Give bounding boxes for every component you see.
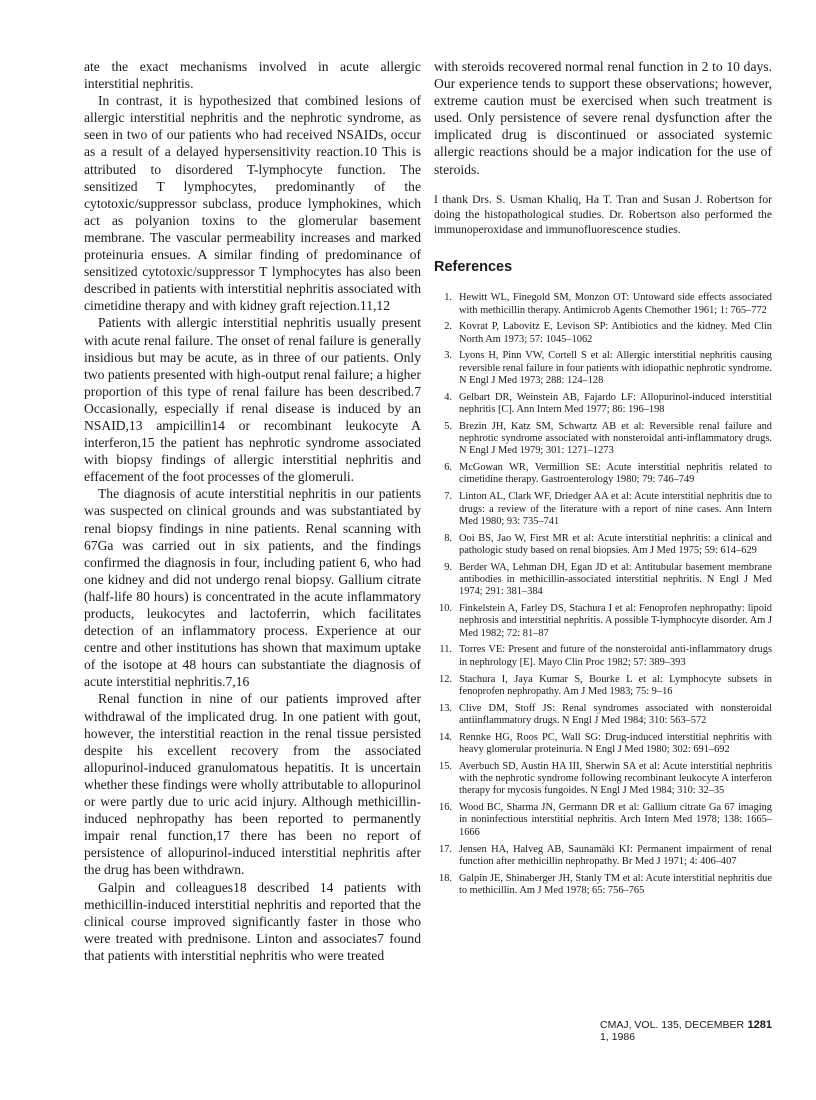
body-paragraph: Renal function in nine of our patients improved after withdrawal of the implicated drug. In one patient with gout, however, the interstitial reaction in the renal tissue persisted despite his excellent recovery from the associated allopurinol-induced granulomatous hepatitis. It is uncertain whether these findings were wholly attributable to allopurinol or were partly due to uric acid injury. Although methicillin-induced nephropathy has been reported to permanently impair renal function,17 there has been no report of persistence of allopurinol-induced interstitial nephritis after the drug has been withdrawn.: [84, 691, 421, 878]
reference-number: 12.: [439, 673, 452, 685]
reference-text: Clive DM, Stoff JS: Renal syndromes associated with nonsteroidal antiinflammatory drugs. N Engl J Med 1984; 310: 563–572: [459, 702, 772, 726]
reference-text: Torres VE: Present and future of the nonsteroidal anti-inflammatory drugs in nephrology [E]. Mayo Clin Proc 1982; 57: 389–393: [459, 644, 772, 668]
reference-number: 8.: [444, 532, 452, 544]
reference-item: [434, 491, 772, 528]
reference-item: [434, 562, 772, 599]
reference-text: Galpin JE, Shinaberger JH, Stanly TM et al: Acute interstitial nephritis due to methicillin. Am J Med 1978; 65: 756–765: [459, 872, 772, 896]
references-heading: References: [434, 259, 513, 276]
reference-item: [434, 844, 772, 869]
reference-text: McGowan WR, Vermillion SE: Acute interstitial nephritis related to cimetidine therapy. Gastroenterology 1980; 79: 746–749: [459, 462, 772, 486]
reference-item: [434, 802, 772, 839]
reference-text: Gelbart DR, Weinstein AB, Fajardo LF: Allopurinol-induced interstitial nephritis [C]. Ann Intern Med 1977; 86: 196–198: [459, 391, 772, 416]
body-paragraph: ate the exact mechanisms involved in acute allergic interstitial nephritis.: [84, 59, 421, 92]
left-column: [84, 58, 421, 964]
reference-number: 13.: [439, 702, 452, 714]
body-paragraph-continuation: with steroids recovered normal renal function in 2 to 10 days. Our experience tends to support these observations; however, extreme caution must be exercised when such treatment is used. Only persistence of severe renal dysfunction after the implicated drug is discontinued or associated systemic allergic reactions should be a major indication for the use of steroids.: [434, 59, 772, 177]
reference-text: Stachura I, Jaya Kumar S, Bourke L et al: Lymphocyte subsets in fenoprofen nephropathy. Am J Med 1983; 75: 9–16: [459, 673, 772, 697]
page-footer: [600, 1019, 772, 1043]
reference-number: 4.: [444, 391, 452, 403]
reference-text: Jensen HA, Halveg AB, Saunamäki KI: Permanent impairment of renal function after methicillin nephropathy. Br Med J 1971; 4: 406–407: [459, 843, 772, 867]
acknowledgement: I thank Drs. S. Usman Khaliq, Ha T. Tran and Susan J. Robertson for doing the histopathological studies. Dr. Robertson also performed the immunoperoxidase and immunofluorescence studies.: [434, 192, 772, 237]
reference-text: Linton AL, Clark WF, Driedger AA et al: Acute interstitial nephritis due to drugs: a review of the literature with a report of nine cases. Ann Intern Med 1980; 93: 735–741: [459, 491, 772, 527]
right-column: [434, 58, 772, 902]
page-number: 1281: [747, 1019, 772, 1031]
reference-number: 18.: [439, 872, 452, 884]
reference-text: Lyons H, Pinn VW, Cortell S et al: Allergic interstitial nephritis causing reversible renal failure in four patients with idiopathic nephrotic syndrome. N Engl J Med 1973; 288: 124–128: [459, 350, 772, 386]
reference-item: [434, 674, 772, 699]
reference-text: Ooi BS, Jao W, First MR et al: Acute interstitial nephritis: a clinical and pathologic study based on renal biopsies. Am J Med 1975; 59: 614–629: [459, 532, 772, 556]
reference-number: 10.: [439, 603, 452, 615]
reference-item: [434, 321, 772, 346]
reference-item: [434, 421, 772, 458]
reference-number: 6.: [444, 462, 452, 474]
reference-item: [434, 292, 772, 317]
reference-text: Averbuch SD, Austin HA III, Sherwin SA et al: Acute interstitial nephritis with the nephrotic syndrome following recombinant leukocyte A interferon therapy for mycosis fungoides. N Engl J Med 1984; 310: 32–35: [459, 760, 772, 797]
body-paragraph: Galpin and colleagues18 described 14 patients with methicillin-induced interstitial nephritis and reported that the clinical course improved significantly faster in those who were treated with prednisone. Linton and associates7 found that patients with interstitial nephritis who were treated: [84, 879, 421, 963]
reference-item: [434, 350, 772, 387]
reference-text: Rennke HG, Roos PC, Wall SG: Drug-induced interstitial nephritis with heavy glomerular proteinuria. N Engl J Med 1980; 302: 691–692: [459, 731, 772, 755]
reference-item: [434, 703, 772, 728]
reference-number: 1.: [444, 292, 452, 304]
reference-item: [434, 603, 772, 640]
reference-item: [434, 644, 772, 669]
reference-number: 16.: [439, 802, 452, 814]
reference-text: Kovrat P, Labovitz E, Levison SP: Antibiotics and the kidney. Med Clin North Am 1973; 57: 1045–1062: [459, 321, 772, 345]
reference-number: 14.: [439, 731, 452, 743]
reference-item: [434, 761, 772, 798]
reference-number: 9.: [444, 561, 452, 573]
journal-citation: CMAJ, VOL. 135, DECEMBER 1, 1986: [600, 1019, 745, 1043]
reference-number: 11.: [439, 644, 452, 656]
references-list: [434, 292, 772, 897]
reference-item: [434, 873, 772, 898]
reference-text: Hewitt WL, Finegold SM, Monzon OT: Untoward side effects associated with methicillin therapy. Antimicrob Agents Chemother 1961; 1: 765–772: [459, 292, 772, 316]
reference-text: Brezin JH, Katz SM, Schwartz AB et al: Reversible renal failure and nephrotic syndrome associated with nonsteroidal anti-inflammatory drugs. N Engl J Med 1979; 301: 1271–1273: [459, 420, 772, 457]
reference-item: [434, 732, 772, 757]
body-paragraph: Patients with allergic interstitial nephritis usually present with acute renal failure. The onset of renal failure is generally insidious but may be acute, as in three of our patients. Only two patients presented with high-output renal failure; a higher proportion of this type of renal failure has been described.7 Occasionally, especially if renal disease is induced by an NSAID,13 ampicillin14 or recombinant leukocyte A interferon,15 the patient has nephrotic syndrome associated with biopsy findings of allergic interstitial nephritis and effacement of the foot processes of the glomeruli.: [84, 315, 421, 485]
reference-number: 3.: [444, 350, 452, 362]
reference-item: [434, 392, 772, 417]
reference-number: 5.: [444, 420, 452, 432]
reference-text: Wood BC, Sharma JN, Germann DR et al: Gallium citrate Ga 67 imaging in noninfectious interstitial nephritis. Arch Intern Med 1978; 138: 1665–1666: [459, 802, 772, 838]
body-paragraph: The diagnosis of acute interstitial nephritis in our patients was suspected on clinical grounds and was substantiated by renal biopsy findings in nine patients. Renal scanning with 67Ga was carried out in six patients, and the findings confirmed the diagnosis in four, including patient 6, who had one kidney and did not undergo renal biopsy. Gallium citrate (half-life 80 hours) is concentrated in the acute inflammatory products, leukocytes and lactoferrin, which facilitates detection of an inflammatory process. Experience at our centre and other institutions has shown that maximum uptake of the isotope at 48 hours can substantiate the diagnosis of acute interstitial nephritis.7,16: [84, 486, 421, 690]
reference-number: 7.: [444, 491, 452, 503]
reference-number: 15.: [439, 760, 452, 772]
body-paragraph: In contrast, it is hypothesized that combined lesions of allergic interstitial nephritis and the nephrotic syndrome, as seen in two of our patients who had received NSAIDs, occur as a result of a delayed hypersensitivity reaction.10 This is attributed to disordered T-lymphocyte function. The sensitized T lymphocytes, predominantly of the cytotoxic/suppressor subclass, produce lymphokines, which act as polyanion toxins to the glomerular basement membrane. The vascular permeability increases and marked proteinuria ensues. A similar finding of predominance of sensitized cytotoxic/suppressor T lymphocytes has also been described in patients with interstitial nephritis associated with cimetidine therapy and with kidney graft rejection.11,12: [84, 93, 421, 314]
reference-text: Finkelstein A, Farley DS, Stachura I et al: Fenoprofen nephropathy: lipoid nephrosis and interstitial nephritis. A possible T-lymphocyte disorder. Am J Med 1982; 72: 81–87: [459, 603, 772, 639]
reference-item: [434, 462, 772, 487]
reference-item: [434, 533, 772, 558]
reference-number: 17.: [439, 843, 452, 855]
reference-text: Berder WA, Lehman DH, Egan JD et al: Antitubular basement membrane antibodies in methicillin-associated interstitial nephritis. N Engl J Med 1974; 291: 381–384: [459, 561, 772, 598]
reference-number: 2.: [444, 321, 452, 333]
